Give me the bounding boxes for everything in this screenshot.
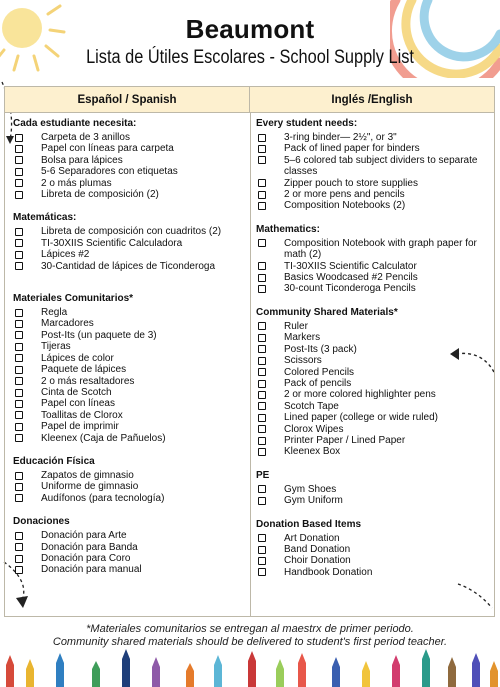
english-list-pe	[256, 484, 492, 507]
checkbox-icon	[15, 228, 23, 236]
checkbox-icon	[258, 334, 266, 342]
list-item	[256, 484, 492, 495]
list-item	[256, 200, 492, 211]
list-item-label: Papel con líneas para carpeta	[41, 143, 174, 155]
list-item	[13, 470, 245, 481]
checkbox-icon	[258, 448, 266, 456]
checkbox-icon	[15, 354, 23, 362]
checkbox-icon	[258, 534, 266, 542]
list-item	[13, 433, 245, 444]
checkbox-icon	[258, 414, 266, 422]
section-title: PE	[256, 469, 270, 481]
list-item-label: 2 o más plumas	[41, 177, 112, 189]
list-item	[13, 155, 245, 166]
list-item	[13, 481, 245, 492]
list-item	[13, 341, 245, 352]
list-item	[13, 178, 245, 189]
footer-note	[0, 623, 500, 649]
english-column	[256, 117, 492, 578]
list-item-label: Lápices #2	[41, 249, 90, 261]
checkbox-icon	[15, 145, 23, 153]
list-item	[13, 132, 245, 143]
list-item-label: TI-30XIIS Scientific Calculator	[284, 260, 417, 272]
list-item	[256, 283, 492, 294]
list-item	[13, 189, 245, 200]
spanish-list-general	[13, 132, 245, 200]
list-item-label: TI-30XIIS Scientific Calculadora	[41, 237, 183, 249]
checkbox-icon	[15, 168, 23, 176]
checkbox-icon	[15, 156, 23, 164]
checkbox-icon	[258, 156, 266, 164]
list-item	[256, 132, 492, 143]
list-item-label: Scotch Tape	[284, 400, 339, 412]
checkbox-icon	[258, 557, 266, 565]
list-item-label: Audífonos (para tecnología)	[41, 492, 165, 504]
checkbox-icon	[258, 380, 266, 388]
section-title: Matemáticas:	[13, 212, 77, 224]
checkbox-icon	[15, 494, 23, 502]
english-list-community	[256, 321, 492, 458]
list-item	[13, 530, 245, 541]
section-title: Cada estudiante necesita:	[13, 118, 137, 129]
spanish-column-heading: Español / Spanish	[5, 87, 250, 113]
spanish-list-community	[13, 307, 245, 444]
list-item-label: Composition Notebook with graph paper for math (2)	[284, 237, 477, 261]
list-item-label: Libreta de composición con cuadritos (2)	[41, 226, 222, 238]
list-item-label: Tijeras	[41, 341, 71, 353]
list-item-label: 5–6 colored tab subject dividers to separate classes	[284, 154, 478, 178]
list-item	[13, 249, 245, 260]
checkbox-icon	[258, 274, 266, 282]
checkbox-icon	[258, 239, 266, 247]
checkbox-icon	[15, 389, 23, 397]
checkbox-icon	[15, 472, 23, 480]
section-title: Donaciones	[13, 516, 70, 528]
checkbox-icon	[15, 400, 23, 408]
checkbox-icon	[15, 320, 23, 328]
list-item-label: Uniforme de gimnasio	[41, 481, 139, 493]
section-title: Materiales Comunitarios*	[13, 293, 134, 305]
list-item	[256, 155, 492, 178]
list-item-label: Lápices de color	[41, 352, 114, 364]
checkbox-icon	[258, 546, 266, 554]
list-item-label: Handbook Donation	[284, 566, 373, 578]
list-item	[13, 553, 245, 564]
page-title: Beaumont	[185, 14, 315, 44]
list-item	[256, 238, 492, 261]
list-item-label: Donación para Coro	[41, 552, 131, 564]
checkbox-icon	[258, 497, 266, 505]
list-item-label: Bolsa para lápices	[41, 154, 123, 166]
list-item	[256, 401, 492, 412]
list-item-label: Colored Pencils	[284, 366, 355, 378]
checkbox-icon	[15, 343, 23, 351]
list-item-label: 3-ring binder— 2½", or 3"	[284, 132, 397, 143]
list-item-label: Post-Its (un paquete de 3)	[41, 329, 157, 341]
list-item-label: Gym Shoes	[284, 483, 337, 495]
checkbox-icon	[15, 366, 23, 374]
list-item	[256, 555, 492, 566]
english-list-donations	[256, 533, 492, 579]
list-item-label: 2 or more colored highlighter pens	[284, 389, 436, 401]
checkbox-icon	[15, 555, 23, 563]
list-item-label: Marcadores	[41, 318, 94, 330]
list-item-label: Pack of lined paper for binders	[284, 143, 420, 155]
crayons-decoration	[0, 647, 500, 687]
list-item-label: Scissors	[284, 355, 322, 367]
list-item	[13, 421, 245, 432]
spanish-list-donations	[13, 530, 245, 576]
checkbox-icon	[15, 532, 23, 540]
checkbox-icon	[258, 402, 266, 410]
list-item-label: Choir Donation	[284, 555, 351, 567]
list-item	[256, 378, 492, 389]
list-item	[256, 389, 492, 400]
section-title: Every student needs:	[256, 118, 358, 129]
list-item-label: Lined paper (college or wide ruled)	[284, 412, 438, 424]
page-header	[0, 14, 500, 70]
list-item-label: Post-Its (3 pack)	[284, 343, 357, 355]
list-item	[256, 143, 492, 154]
checkbox-icon	[15, 179, 23, 187]
english-list-general	[256, 132, 492, 212]
list-item-label: Zipper pouch to store supplies	[284, 177, 418, 189]
checkbox-icon	[15, 483, 23, 491]
list-item	[256, 332, 492, 343]
list-item-label: Papel con líneas	[41, 398, 115, 410]
checkbox-icon	[258, 285, 266, 293]
list-item	[13, 493, 245, 504]
list-item	[256, 435, 492, 446]
checkbox-icon	[15, 331, 23, 339]
list-item	[13, 564, 245, 575]
list-item-label: Composition Notebooks (2)	[284, 200, 406, 212]
checkbox-icon	[15, 423, 23, 431]
list-item-label: Donación para Arte	[41, 530, 127, 542]
list-item-label: Zapatos de gimnasio	[41, 469, 134, 481]
list-item-label: Band Donation	[284, 543, 351, 555]
checkbox-icon	[258, 134, 266, 142]
spanish-column	[13, 117, 245, 576]
list-item-label: Carpeta de 3 anillos	[41, 132, 130, 143]
list-item	[256, 544, 492, 555]
checkbox-icon	[15, 309, 23, 317]
spanish-list-pe	[13, 470, 245, 504]
list-item-label: Paquete de lápices	[41, 364, 127, 376]
checkbox-icon	[258, 262, 266, 270]
list-item	[13, 261, 245, 272]
list-item	[13, 307, 245, 318]
checkbox-icon	[258, 191, 266, 199]
section-title: Donation Based Items	[256, 518, 362, 530]
list-item-label: 30-count Ticonderoga Pencils	[284, 283, 416, 295]
english-column-heading: Inglés /English	[250, 87, 494, 113]
section-title: Mathematics:	[256, 223, 320, 235]
list-item-label: Clorox Wipes	[284, 423, 344, 435]
checkbox-icon	[258, 391, 266, 399]
list-item-label: 30-Cantidad de lápices de Ticonderoga	[41, 260, 216, 272]
checkbox-icon	[258, 368, 266, 376]
english-list-math	[256, 238, 492, 295]
footer-line-english: Community shared materials should be delivered to student's first period teacher.	[52, 636, 448, 648]
footer-line-spanish: *Materiales comunitarios se entregan al maestrx de primer periodo.	[86, 623, 414, 635]
supply-table	[4, 86, 495, 617]
checkbox-icon	[258, 485, 266, 493]
list-item	[256, 272, 492, 283]
page-subtitle: Lista de Útiles Escolares - School Supply List	[86, 47, 414, 68]
checkbox-icon	[258, 437, 266, 445]
list-item-label: Ruler	[284, 320, 308, 332]
list-item	[13, 226, 245, 237]
list-item-label: Toallitas de Clorox	[41, 409, 123, 421]
list-item	[256, 412, 492, 423]
list-item	[256, 355, 492, 366]
checkbox-icon	[258, 179, 266, 187]
list-item-label: Printer Paper / Lined Paper	[284, 434, 406, 446]
list-item-label: Markers	[284, 332, 321, 344]
list-item	[256, 567, 492, 578]
checkbox-icon	[258, 202, 266, 210]
section-title: Educación Física	[13, 455, 95, 467]
list-item	[256, 321, 492, 332]
list-item	[13, 166, 245, 177]
checkbox-icon	[15, 377, 23, 385]
checkbox-icon	[15, 566, 23, 574]
list-item	[256, 446, 492, 457]
spanish-list-math	[13, 226, 245, 272]
list-item	[13, 143, 245, 154]
list-item-label: Cinta de Scotch	[41, 386, 112, 398]
list-item	[256, 533, 492, 544]
list-item	[256, 424, 492, 435]
section-title: Community Shared Materials*	[256, 306, 398, 318]
list-item	[13, 387, 245, 398]
list-item-label: Basics Woodcased #2 Pencils	[284, 272, 418, 284]
list-item-label: 5-6 Separadores con etiquetas	[41, 166, 178, 178]
list-item	[256, 189, 492, 200]
list-item	[13, 410, 245, 421]
checkbox-icon	[258, 322, 266, 330]
checkbox-icon	[15, 543, 23, 551]
list-item-label: Art Donation	[284, 532, 340, 544]
list-item	[256, 261, 492, 272]
checkbox-icon	[258, 568, 266, 576]
list-item	[13, 238, 245, 249]
checkbox-icon	[15, 434, 23, 442]
column-divider	[250, 113, 251, 616]
checkbox-icon	[258, 357, 266, 365]
list-item-label: Kleenex Box	[284, 446, 341, 458]
list-item-label: Donación para manual	[41, 564, 142, 576]
list-item	[256, 367, 492, 378]
list-item-label: 2 or more pens and pencils	[284, 189, 405, 201]
list-item-label: Gym Uniform	[284, 495, 343, 507]
list-item	[13, 318, 245, 329]
list-item	[13, 542, 245, 553]
checkbox-icon	[15, 262, 23, 270]
list-item	[13, 353, 245, 364]
list-item	[13, 330, 245, 341]
list-item-label: Kleenex (Caja de Pañuelos)	[41, 432, 166, 444]
list-item-label: 2 o más resaltadores	[41, 375, 135, 387]
list-item	[13, 398, 245, 409]
checkbox-icon	[15, 134, 23, 142]
list-item	[13, 364, 245, 375]
checkbox-icon	[15, 411, 23, 419]
list-item-label: Papel de imprimir	[41, 421, 119, 433]
list-item	[13, 376, 245, 387]
list-item	[256, 178, 492, 189]
list-item-label: Libreta de composición (2)	[41, 189, 159, 201]
checkbox-icon	[258, 145, 266, 153]
checkbox-icon	[258, 425, 266, 433]
checkbox-icon	[15, 239, 23, 247]
checkbox-icon	[15, 251, 23, 259]
list-item-label: Donación para Banda	[41, 541, 138, 553]
checkbox-icon	[258, 345, 266, 353]
checkbox-icon	[15, 191, 23, 199]
list-item	[256, 495, 492, 506]
list-item	[256, 344, 492, 355]
list-item-label: Pack of pencils	[284, 377, 352, 389]
list-item-label: Regla	[41, 307, 68, 319]
